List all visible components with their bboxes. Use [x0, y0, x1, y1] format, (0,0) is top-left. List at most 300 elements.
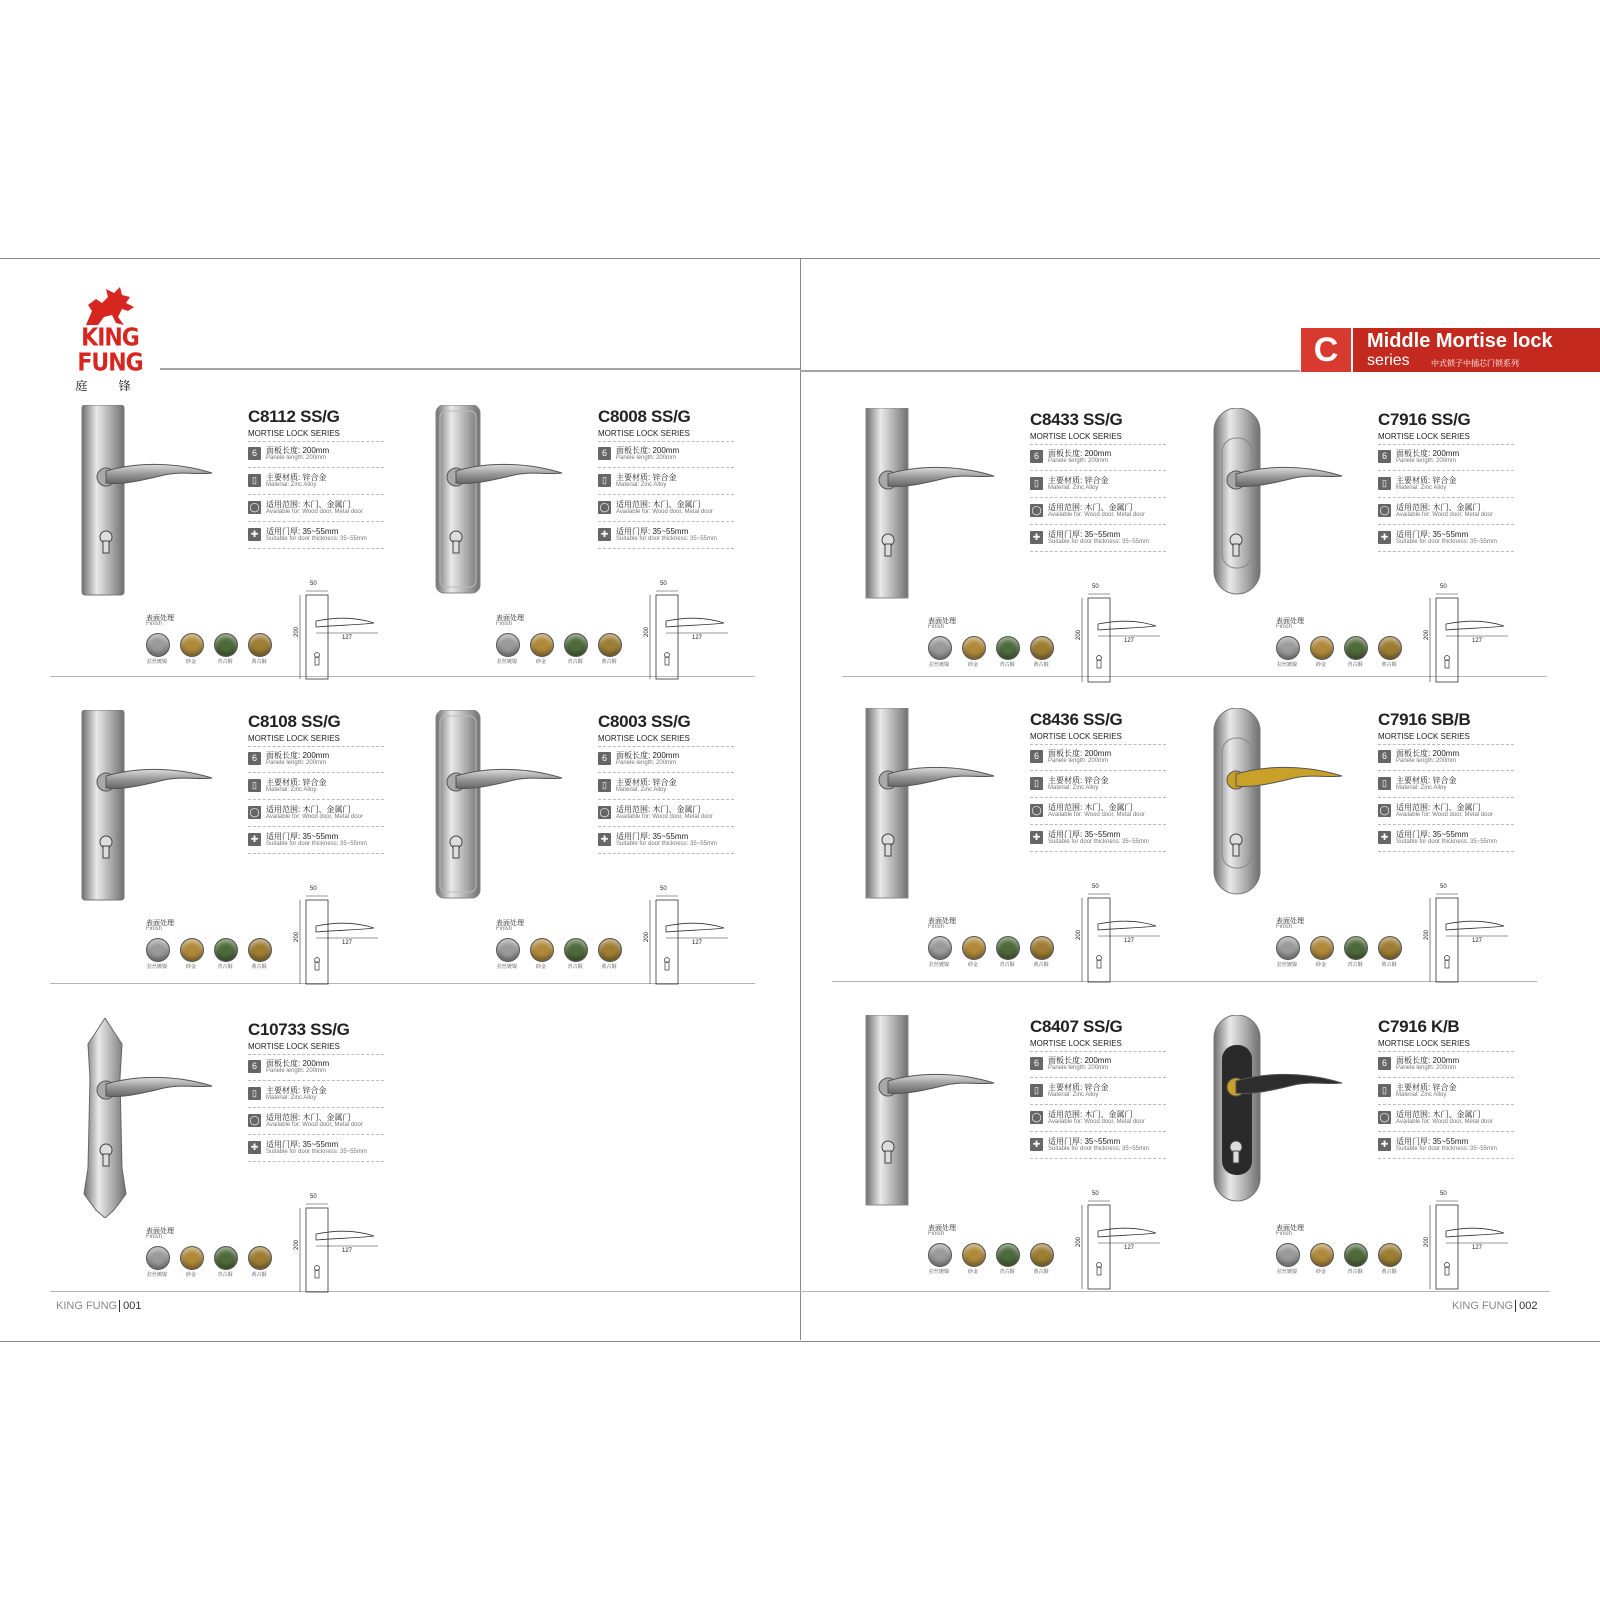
finish-label-cn: 表面处理	[1276, 918, 1304, 925]
spec-row	[1030, 1136, 1170, 1158]
finish-swatch-label: 青古铜	[999, 962, 1015, 968]
spec-row	[248, 1058, 388, 1080]
product-card	[80, 710, 420, 980]
dim-depth: 127	[692, 635, 703, 641]
finish-swatch	[962, 1243, 986, 1267]
spec-icon: ▯	[248, 1087, 261, 1100]
dim-height: 200	[294, 626, 301, 638]
product-card	[1210, 408, 1550, 678]
finish-label-en: Finish	[1276, 924, 1293, 930]
spec-icon: ◯	[599, 807, 610, 817]
footer-rule	[50, 1291, 1550, 1292]
finish-swatches	[1276, 936, 1406, 972]
spec-cn: 面板长度: 200mm	[266, 1059, 330, 1068]
dim-width: 50	[310, 1194, 317, 1200]
finish-label-en: Finish	[496, 621, 513, 627]
spec-cn: 面板长度: 200mm	[1048, 749, 1112, 758]
finish-swatch	[1378, 636, 1402, 660]
divider	[1030, 1131, 1166, 1132]
spec-icon: 6	[248, 752, 261, 765]
spec-row	[1378, 1109, 1518, 1131]
finish-swatch	[180, 633, 204, 657]
spec-cn: 面板长度: 200mm	[266, 446, 330, 455]
finish-swatch-label: 砂金	[535, 964, 546, 970]
finish-swatch-label: 黄古铜	[1381, 962, 1397, 968]
spec-en: Available for: Wood door, Metal door	[266, 814, 363, 820]
finish-swatches	[496, 633, 626, 669]
dim-height: 200	[1076, 629, 1083, 641]
finish-swatch	[496, 633, 520, 657]
finish-swatch	[1344, 1243, 1368, 1267]
footer-left	[56, 1300, 141, 1312]
spec-cn: 主要材质: 锌合金	[1396, 476, 1457, 485]
spec-cn: 适用范围: 木门、金属门	[1048, 503, 1133, 512]
finish-swatch-label: 砂金	[967, 962, 978, 968]
spec-cn: 适用门厚: 35~55mm	[266, 1140, 339, 1149]
spec-en: Suitable for door thickness: 35~55mm	[266, 536, 367, 542]
product-code: C8108 SS/G	[248, 712, 341, 731]
dim-height: 200	[1424, 1236, 1431, 1248]
finish-label-en: Finish	[496, 926, 513, 932]
divider	[1030, 1077, 1166, 1078]
finish-swatch	[564, 633, 588, 657]
finish-swatch	[962, 936, 986, 960]
finish-swatch-label: 青古铜	[1347, 662, 1363, 668]
dim-height: 200	[1424, 629, 1431, 641]
spec-row	[248, 499, 388, 521]
spec-icon: 6	[1378, 1057, 1391, 1070]
spec-row	[1378, 775, 1518, 797]
spec-row	[598, 750, 738, 772]
spec-en: Panele length: 200mm	[266, 455, 327, 461]
finish-label-cn: 表面处理	[496, 920, 524, 927]
finish-swatch	[146, 633, 170, 657]
series-label: MORTISE LOCK SERIES	[598, 734, 690, 743]
dimension-diagram	[644, 886, 734, 986]
spec-row	[248, 777, 388, 799]
finish-swatch-label: 砂金	[967, 1269, 978, 1275]
spec-cn: 面板长度: 200mm	[1048, 1056, 1112, 1065]
divider	[598, 467, 734, 468]
finish-swatch-label: 青古铜	[567, 964, 583, 970]
lock-handle-image	[1210, 1015, 1360, 1215]
finish-swatch-label: 拉丝镀镍	[496, 659, 517, 665]
spec-icon: ◯	[599, 502, 610, 512]
spec-cn: 适用范围: 木门、金属门	[1048, 803, 1133, 812]
product-card	[1210, 1015, 1550, 1285]
finish-swatch-label: 拉丝镀镍	[928, 662, 949, 668]
finish-swatch	[996, 636, 1020, 660]
spec-cn: 适用门厚: 35~55mm	[616, 527, 689, 536]
lock-handle-image	[80, 710, 230, 910]
divider	[1378, 770, 1514, 771]
spec-icon: 6	[1030, 1057, 1043, 1070]
spec-row	[248, 1085, 388, 1107]
lock-handle-image	[862, 708, 1012, 908]
dim-width: 50	[310, 581, 317, 587]
dim-depth: 127	[1124, 1245, 1135, 1251]
product-code: C8003 SS/G	[598, 712, 691, 731]
spec-en: Material: Zinc Alloy	[1396, 1092, 1447, 1098]
finish-label-en: Finish	[146, 621, 163, 627]
spec-row	[1030, 1055, 1170, 1077]
dim-depth: 127	[1472, 638, 1483, 644]
series-label: MORTISE LOCK SERIES	[1030, 732, 1122, 741]
finish-swatch	[598, 633, 622, 657]
spec-icon: ◯	[1379, 505, 1390, 515]
dimension-diagram	[1424, 1191, 1514, 1291]
finish-label-en: Finish	[146, 1234, 163, 1240]
divider	[598, 853, 734, 854]
spec-cn: 适用范围: 木门、金属门	[1048, 1110, 1133, 1119]
spec-row	[598, 804, 738, 826]
divider	[1378, 551, 1514, 552]
spec-row	[1030, 1109, 1170, 1131]
dim-depth: 127	[342, 940, 353, 946]
spec-cn: 面板长度: 200mm	[616, 751, 680, 760]
spec-en: Material: Zinc Alloy	[1396, 785, 1447, 791]
finish-label-cn: 表面处理	[1276, 1225, 1304, 1232]
spec-en: Available for: Wood door, Metal door	[1396, 812, 1493, 818]
finish-label-en: Finish	[928, 1231, 945, 1237]
spec-en: Available for: Wood door, Metal door	[1396, 1119, 1493, 1125]
dim-width: 50	[1440, 884, 1447, 890]
finish-swatch-label: 青古铜	[999, 662, 1015, 668]
divider	[1030, 497, 1166, 498]
product-code: C8436 SS/G	[1030, 710, 1123, 729]
spec-cn: 面板长度: 200mm	[1396, 749, 1460, 758]
spec-cn: 适用门厚: 35~55mm	[266, 832, 339, 841]
spec-en: Panele length: 200mm	[1396, 758, 1457, 764]
spec-en: Suitable for door thickness: 35~55mm	[1048, 539, 1149, 545]
dim-width: 50	[660, 886, 667, 892]
spec-en: Panele length: 200mm	[1048, 758, 1109, 764]
spec-en: Suitable for door thickness: 35~55mm	[1048, 1146, 1149, 1152]
spec-icon: ✚	[248, 1141, 261, 1154]
footer-brand: KING FUNG	[56, 1300, 118, 1312]
series-label: MORTISE LOCK SERIES	[1378, 432, 1470, 441]
spec-cn: 主要材质: 锌合金	[1048, 476, 1109, 485]
spec-icon: 6	[598, 447, 611, 460]
spec-cn: 适用范围: 木门、金属门	[616, 805, 701, 814]
finish-swatch-label: 青古铜	[217, 1272, 233, 1278]
finish-swatch-label: 黄古铜	[1381, 662, 1397, 668]
finish-swatch	[1378, 1243, 1402, 1267]
divider	[598, 494, 734, 495]
finish-swatch-label: 拉丝镀镍	[1276, 962, 1297, 968]
spec-cn: 主要材质: 锌合金	[1048, 776, 1109, 785]
divider	[598, 521, 734, 522]
finish-swatch-label: 黄古铜	[1381, 1269, 1397, 1275]
finish-swatch-label: 黄古铜	[601, 659, 617, 665]
finish-label-cn: 表面处理	[1276, 618, 1304, 625]
finish-swatch-label: 黄古铜	[601, 964, 617, 970]
divider	[598, 548, 734, 549]
spec-cn: 主要材质: 锌合金	[266, 778, 327, 787]
lock-handle-image	[1210, 408, 1360, 608]
dimension-diagram	[1424, 584, 1514, 684]
series-label: MORTISE LOCK SERIES	[248, 429, 340, 438]
product-code: C8407 SS/G	[1030, 1017, 1123, 1036]
spec-cn: 主要材质: 锌合金	[1048, 1083, 1109, 1092]
spec-cn: 适用范围: 木门、金属门	[616, 500, 701, 509]
spec-row	[1378, 475, 1518, 497]
divider	[598, 799, 734, 800]
finish-swatch	[214, 633, 238, 657]
spec-row	[1030, 529, 1170, 551]
finish-label-en: Finish	[928, 624, 945, 630]
spec-en: Available for: Wood door, Metal door	[1396, 512, 1493, 518]
dim-height: 200	[1076, 1236, 1083, 1248]
finish-swatch-label: 黄古铜	[251, 1272, 267, 1278]
divider	[1030, 444, 1166, 445]
dim-depth: 127	[1124, 938, 1135, 944]
finish-swatches	[928, 936, 1058, 972]
dim-height: 200	[644, 626, 651, 638]
spec-icon: 6	[1378, 450, 1391, 463]
dim-width: 50	[1440, 1191, 1447, 1197]
dim-depth: 127	[1472, 1245, 1483, 1251]
spec-row	[1378, 829, 1518, 851]
finish-swatch-label: 青古铜	[999, 1269, 1015, 1275]
header-rule-right	[800, 370, 1300, 372]
finish-label-en: Finish	[928, 924, 945, 930]
finish-swatch-label: 青古铜	[1347, 962, 1363, 968]
finish-swatch	[962, 636, 986, 660]
divider	[1030, 744, 1166, 745]
header-rule-left	[160, 368, 800, 370]
divider	[1378, 797, 1514, 798]
spec-icon: ✚	[598, 833, 611, 846]
spec-icon: ◯	[1379, 805, 1390, 815]
lock-handle-image	[862, 408, 1012, 608]
dim-depth: 127	[342, 1248, 353, 1254]
dim-depth: 127	[342, 635, 353, 641]
dim-width: 50	[310, 886, 317, 892]
spec-row	[1030, 1082, 1170, 1104]
finish-swatch-label: 拉丝镀镍	[496, 964, 517, 970]
spec-cn: 适用范围: 木门、金属门	[1396, 503, 1481, 512]
lock-handle-image	[80, 405, 230, 605]
spec-en: Panele length: 200mm	[1396, 1065, 1457, 1071]
product-code: C8433 SS/G	[1030, 410, 1123, 429]
spec-en: Suitable for door thickness: 35~55mm	[616, 841, 717, 847]
spec-row	[248, 445, 388, 467]
lock-handle-image	[862, 1015, 1012, 1215]
finish-swatch	[1276, 1243, 1300, 1267]
divider	[1030, 1104, 1166, 1105]
product-card	[430, 710, 770, 980]
spec-row	[1378, 802, 1518, 824]
finish-swatch-label: 砂金	[535, 659, 546, 665]
spec-row	[248, 750, 388, 772]
spec-icon: ◯	[249, 1115, 260, 1125]
spec-en: Panele length: 200mm	[1048, 1065, 1109, 1071]
spec-en: Panele length: 200mm	[266, 1068, 327, 1074]
divider	[1030, 524, 1166, 525]
page-number: 001	[119, 1300, 141, 1312]
finish-swatch	[1344, 936, 1368, 960]
finish-swatch-label: 砂金	[185, 659, 196, 665]
divider	[598, 441, 734, 442]
spec-cn: 面板长度: 200mm	[1396, 1056, 1460, 1065]
series-sub: series	[1367, 352, 1410, 369]
finish-swatches	[1276, 1243, 1406, 1279]
series-label: MORTISE LOCK SERIES	[1378, 732, 1470, 741]
finish-swatch-label: 砂金	[1315, 662, 1326, 668]
spec-cn: 面板长度: 200mm	[1048, 449, 1112, 458]
spec-en: Suitable for door thickness: 35~55mm	[616, 536, 717, 542]
finish-swatch	[928, 636, 952, 660]
spec-icon: ▯	[248, 474, 261, 487]
product-card	[862, 1015, 1202, 1285]
finish-swatch-label: 拉丝镀镍	[928, 1269, 949, 1275]
spec-row	[1378, 1136, 1518, 1158]
finish-swatches	[496, 938, 626, 974]
spec-row	[248, 1139, 388, 1161]
spec-en: Available for: Wood door, Metal door	[1048, 512, 1145, 518]
spec-en: Material: Zinc Alloy	[1396, 485, 1447, 491]
spec-row	[248, 526, 388, 548]
finish-swatch-label: 黄古铜	[1033, 1269, 1049, 1275]
brand-cn: 庭 锋	[75, 379, 145, 393]
finish-swatch	[598, 938, 622, 962]
spec-row	[1030, 802, 1170, 824]
spec-row	[1030, 448, 1170, 470]
spec-en: Suitable for door thickness: 35~55mm	[1396, 539, 1497, 545]
series-cn: 中式锁子中插芯门锁系列	[1431, 359, 1519, 368]
product-card	[862, 408, 1202, 678]
divider	[1378, 1077, 1514, 1078]
spec-en: Material: Zinc Alloy	[1048, 1092, 1099, 1098]
finish-label-cn: 表面处理	[146, 920, 174, 927]
finish-label-cn: 表面处理	[146, 1228, 174, 1235]
dimension-diagram	[1076, 884, 1166, 984]
divider	[1030, 797, 1166, 798]
spec-row	[248, 1112, 388, 1134]
product-card	[1210, 708, 1550, 978]
finish-swatch-label: 砂金	[185, 964, 196, 970]
product-code: C7916 SB/B	[1378, 710, 1471, 729]
divider	[248, 772, 384, 773]
product-card	[430, 405, 770, 675]
dim-height: 200	[1076, 929, 1083, 941]
divider	[1378, 470, 1514, 471]
finish-swatch-label: 黄古铜	[1033, 662, 1049, 668]
spec-row	[1378, 502, 1518, 524]
finish-swatch-label: 拉丝镀镍	[146, 659, 167, 665]
finish-swatch-label: 拉丝镀镍	[928, 962, 949, 968]
divider	[248, 1054, 384, 1055]
spec-row	[1378, 1055, 1518, 1077]
product-code: C10733 SS/G	[248, 1020, 350, 1039]
dimension-diagram	[1424, 884, 1514, 984]
dim-height: 200	[294, 931, 301, 943]
series-label: MORTISE LOCK SERIES	[1030, 1039, 1122, 1048]
spec-row	[598, 526, 738, 548]
spec-icon: ✚	[1378, 1138, 1391, 1151]
divider	[248, 746, 384, 747]
spec-icon: ◯	[249, 807, 260, 817]
spec-row	[1378, 448, 1518, 470]
finish-swatch	[146, 938, 170, 962]
spec-icon: ▯	[1378, 477, 1391, 490]
spec-icon: ✚	[1378, 531, 1391, 544]
dimension-diagram	[1076, 1191, 1166, 1291]
page-number: 002	[1515, 1300, 1537, 1312]
spec-row	[598, 777, 738, 799]
finish-swatch	[1310, 636, 1334, 660]
series-label: MORTISE LOCK SERIES	[248, 1042, 340, 1051]
finish-swatch-label: 拉丝镀镍	[146, 1272, 167, 1278]
spec-icon: ✚	[1030, 531, 1043, 544]
footer-right	[1452, 1300, 1537, 1312]
divider	[1378, 497, 1514, 498]
spec-cn: 适用门厚: 35~55mm	[1396, 1137, 1469, 1146]
spec-en: Material: Zinc Alloy	[266, 482, 317, 488]
divider	[1030, 470, 1166, 471]
finish-swatch	[146, 1246, 170, 1270]
divider	[1378, 1051, 1514, 1052]
spec-icon: ▯	[1378, 1084, 1391, 1097]
spec-en: Material: Zinc Alloy	[1048, 785, 1099, 791]
spec-icon: ▯	[1030, 777, 1043, 790]
spec-row	[1030, 475, 1170, 497]
divider	[1030, 851, 1166, 852]
spec-icon: ◯	[249, 502, 260, 512]
divider	[1378, 444, 1514, 445]
spec-en: Suitable for door thickness: 35~55mm	[1048, 839, 1149, 845]
spec-row	[1378, 529, 1518, 551]
spec-en: Suitable for door thickness: 35~55mm	[266, 1149, 367, 1155]
spec-cn: 主要材质: 锌合金	[1396, 776, 1457, 785]
spec-cn: 适用范围: 木门、金属门	[266, 500, 351, 509]
divider	[248, 1080, 384, 1081]
finish-label-en: Finish	[1276, 1231, 1293, 1237]
finish-swatch	[928, 1243, 952, 1267]
spec-en: Suitable for door thickness: 35~55mm	[1396, 839, 1497, 845]
spec-icon: ▯	[598, 779, 611, 792]
lock-handle-image	[430, 710, 580, 910]
finish-label-en: Finish	[1276, 624, 1293, 630]
spec-cn: 主要材质: 锌合金	[616, 473, 677, 482]
spec-icon: ✚	[598, 528, 611, 541]
finish-swatch-label: 砂金	[1315, 1269, 1326, 1275]
product-card	[862, 708, 1202, 978]
product-card	[80, 405, 420, 675]
dim-height: 200	[644, 931, 651, 943]
finish-label-cn: 表面处理	[928, 1225, 956, 1232]
spec-row	[1030, 748, 1170, 770]
divider	[1378, 1104, 1514, 1105]
divider	[1030, 824, 1166, 825]
dim-height: 200	[1424, 929, 1431, 941]
divider	[1030, 551, 1166, 552]
dimension-diagram	[294, 581, 384, 681]
spec-en: Panele length: 200mm	[616, 760, 677, 766]
spec-icon: ◯	[1031, 805, 1042, 815]
finish-label-cn: 表面处理	[928, 918, 956, 925]
spec-en: Panele length: 200mm	[1048, 458, 1109, 464]
dim-depth: 127	[692, 940, 703, 946]
brand-name: KING FUNG	[77, 323, 143, 378]
divider	[248, 494, 384, 495]
spec-icon: 6	[248, 1060, 261, 1073]
spec-cn: 适用门厚: 35~55mm	[1396, 830, 1469, 839]
finish-swatch	[1310, 1243, 1334, 1267]
finish-swatches	[146, 1246, 276, 1282]
spec-en: Available for: Wood door, Metal door	[266, 1122, 363, 1128]
